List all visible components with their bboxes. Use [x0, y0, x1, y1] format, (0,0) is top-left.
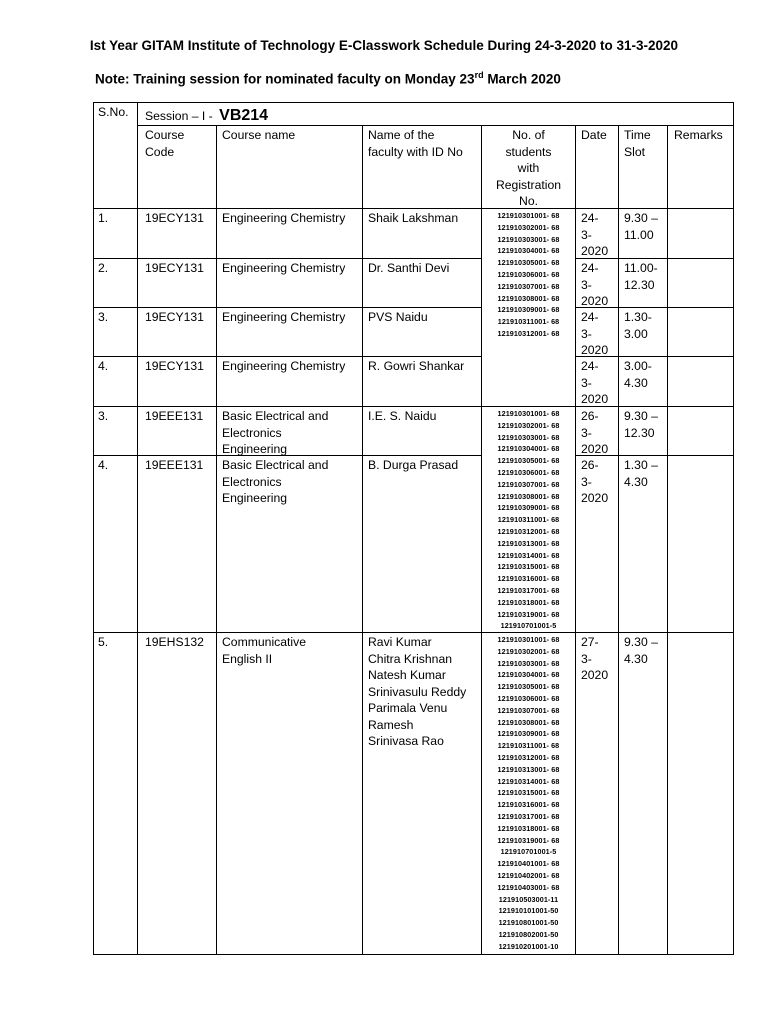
- row-date: [581, 210, 608, 260]
- registration-range: 121910311001- 68: [497, 741, 560, 751]
- faculty-name: PVS Naidu: [368, 310, 428, 324]
- row-time-slot: [624, 260, 658, 293]
- faculty-name: R. Gowri Shankar: [368, 359, 465, 373]
- faculty-name: Shaik Lakshman: [368, 211, 459, 225]
- registration-range: 121910302001- 68: [497, 420, 560, 430]
- course-name-line: Engineering Chemistry: [222, 310, 346, 324]
- course-name-header: Course name: [222, 128, 296, 142]
- registration-range: 121910302001- 68: [497, 222, 560, 232]
- faculty-name: Ravi Kumar: [368, 635, 432, 649]
- date-line: 3-: [581, 425, 592, 440]
- row-time-slot: [624, 457, 658, 490]
- faculty-name: Srinivasa Rao: [368, 734, 444, 748]
- row-course-name: [222, 358, 345, 375]
- session-header: [145, 106, 268, 126]
- registration-range: 121910303001- 68: [497, 432, 560, 442]
- header-line: Slot: [624, 144, 646, 159]
- row-faculty: [368, 309, 428, 326]
- course-name-line: Basic Electrical and: [222, 409, 329, 423]
- registration-range: 121910314001- 68: [497, 550, 560, 560]
- date-line: 2020: [581, 442, 609, 456]
- date-line: 3-: [581, 227, 592, 242]
- row-course-code: 19EHS132: [145, 635, 204, 649]
- faculty-name: Chitra Krishnan: [368, 651, 452, 666]
- registration-range: 121910303001- 68: [497, 234, 560, 244]
- registration-range: 121910312001- 68: [497, 526, 560, 536]
- header-line: Course: [145, 128, 185, 142]
- row-time-slot: [624, 408, 658, 441]
- course-name-line: Engineering: [222, 442, 288, 456]
- row-course-code: 19ECY131: [145, 359, 204, 373]
- date-line: 3-: [581, 651, 592, 666]
- registration-range: 121910503001-11: [498, 894, 559, 904]
- row-date: [581, 260, 608, 310]
- faculty-name: Ramesh: [368, 717, 414, 732]
- row-course-name: [222, 408, 328, 458]
- note-suffix: March 2020: [483, 71, 561, 87]
- registration-range: 121910307001- 68: [497, 281, 560, 291]
- time-line: 11.00: [624, 227, 654, 242]
- date-line: 2020: [581, 392, 609, 406]
- row-course-code: 19ECY131: [145, 261, 204, 275]
- header-line: Time: [624, 128, 651, 142]
- course-name-line: Engineering Chemistry: [222, 211, 346, 225]
- registration-block-english: [482, 634, 575, 953]
- date-line: 24-: [581, 359, 599, 373]
- time-line: 4.30: [624, 474, 648, 489]
- header-line: faculty with ID No: [368, 144, 463, 159]
- row-date: [581, 457, 608, 507]
- registration-range: 121910309001- 68: [497, 305, 560, 315]
- course-name-line: English II: [222, 651, 273, 666]
- row-time-slot: [624, 210, 658, 243]
- registration-range: 121910312001- 68: [497, 328, 560, 338]
- row-sno: 5.: [98, 635, 109, 649]
- registration-range: 121910402001- 68: [497, 870, 560, 880]
- row-course-name: [222, 457, 328, 507]
- registration-range: 121910306001- 68: [497, 269, 560, 279]
- row-course-name: [222, 210, 345, 227]
- faculty-name: I.E. S. Naidu: [368, 409, 437, 423]
- registration-range: 121910316001- 68: [497, 574, 560, 584]
- date-line: 3-: [581, 375, 592, 390]
- registration-range: 121910317001- 68: [497, 585, 560, 595]
- registration-range: 121910307001- 68: [497, 479, 560, 489]
- time-line: 12.30: [624, 277, 655, 292]
- time-line: 1.30-: [624, 310, 652, 324]
- row-course-name: [222, 260, 345, 277]
- date-header: Date: [581, 128, 607, 142]
- registration-range: 121910316001- 68: [497, 800, 560, 810]
- row-sno: 3.: [98, 310, 109, 324]
- registration-range: 121910311001- 68: [497, 317, 560, 327]
- registration-range: 121910304001- 68: [497, 670, 560, 680]
- registration-range: 121910314001- 68: [497, 776, 560, 786]
- registration-range: 121910302001- 68: [497, 646, 560, 656]
- row-date: [581, 358, 608, 408]
- row-course-name: [222, 634, 306, 667]
- registration-range: 121910101001-50: [498, 906, 559, 916]
- registration-range: 121910308001- 68: [497, 717, 560, 727]
- registration-block-electrical: [482, 408, 575, 632]
- session-label: Session – I -: [145, 109, 217, 123]
- date-line: 2020: [581, 491, 609, 505]
- time-line: 9.30 –: [624, 211, 658, 225]
- time-line: 4.30: [624, 375, 648, 390]
- date-line: 2020: [581, 668, 609, 682]
- registration-range: 121910318001- 68: [497, 823, 560, 833]
- registration-range: 121910308001- 68: [497, 293, 560, 303]
- time-line: 11.00-: [624, 261, 658, 275]
- time-line: 1.30 –: [624, 458, 658, 472]
- row-faculty: [368, 358, 464, 375]
- course-name-line: Electronics: [222, 425, 282, 440]
- session-room: VB214: [219, 107, 269, 124]
- sno-header: S.No.: [98, 105, 129, 119]
- row-course-code: 19EEE131: [145, 409, 204, 423]
- row-sno: 2.: [98, 261, 109, 275]
- course-name-line: Engineering: [222, 491, 288, 505]
- row-course-name: [222, 309, 345, 326]
- registration-range: 121910301001- 68: [497, 635, 560, 644]
- registration-range: 121910309001- 68: [497, 729, 560, 739]
- registration-range: 121910401001- 68: [497, 859, 560, 869]
- registration-range: 121910315001- 68: [497, 788, 560, 798]
- document-title: Ist Year GITAM Institute of Technology E-Classwork Schedule During 24-3-2020 to 31-3-2020: [89, 38, 679, 53]
- registration-range: 121910306001- 68: [497, 467, 560, 477]
- registration-range: 121910308001- 68: [497, 491, 560, 501]
- date-line: 2020: [581, 294, 609, 308]
- registration-range: 121910309001- 68: [497, 503, 560, 513]
- date-line: 3-: [581, 474, 592, 489]
- registration-range: 121910306001- 68: [497, 693, 560, 703]
- date-line: 2020: [581, 343, 609, 357]
- course-name-line: Communicative: [222, 635, 306, 649]
- registration-range: 121910315001- 68: [497, 562, 560, 572]
- row-faculty: [368, 634, 466, 750]
- registration-range: 121910313001- 68: [497, 538, 560, 548]
- faculty-name: Parimala Venu: [368, 701, 448, 715]
- date-line: 24-: [581, 261, 599, 275]
- row-sno: 3.: [98, 409, 109, 423]
- date-line: 3-: [581, 277, 592, 292]
- row-sno: 1.: [98, 211, 109, 225]
- registration-block-chemistry: [482, 210, 575, 340]
- date-line: 24-: [581, 211, 599, 225]
- registration-range: 121910305001- 68: [497, 258, 560, 268]
- registration-range: 121910304001- 68: [497, 246, 560, 256]
- students-header: [482, 127, 575, 210]
- row-faculty: [368, 260, 449, 277]
- time-line: 3.00: [624, 326, 648, 341]
- course-code-header: [145, 127, 184, 160]
- date-line: 2020: [581, 244, 609, 258]
- row-faculty: [368, 210, 458, 227]
- registration-range: 121910311001- 68: [497, 515, 560, 525]
- registration-range: 121910802001-50: [498, 929, 559, 939]
- row-faculty: [368, 457, 458, 474]
- header-line: No.: [519, 194, 538, 208]
- time-line: 9.30 –: [624, 409, 658, 423]
- course-name-line: Engineering Chemistry: [222, 261, 346, 275]
- header-line: Name of the: [368, 128, 435, 142]
- row-time-slot: [624, 634, 658, 667]
- date-line: 24-: [581, 310, 599, 324]
- faculty-name: Srinivasulu Reddy: [368, 684, 467, 699]
- date-line: 26-: [581, 409, 599, 423]
- registration-range: 121910313001- 68: [497, 764, 560, 774]
- registration-range: 121910201001-10: [498, 941, 559, 951]
- registration-range: 121910307001- 68: [497, 705, 560, 715]
- header-line: No. of: [512, 128, 545, 142]
- row-faculty: [368, 408, 436, 425]
- faculty-name: Natesh Kumar: [368, 668, 446, 682]
- time-line: 4.30: [624, 651, 648, 666]
- course-name-line: Electronics: [222, 474, 282, 489]
- registration-range: 121910317001- 68: [497, 811, 560, 821]
- registration-range: 121910318001- 68: [497, 597, 560, 607]
- faculty-name: Dr. Santhi Devi: [368, 261, 450, 275]
- registration-range: 121910301001- 68: [497, 211, 560, 220]
- time-line: 3.00-: [624, 359, 652, 373]
- registration-range: 121910312001- 68: [497, 752, 560, 762]
- registration-range: 121910303001- 68: [497, 658, 560, 668]
- header-line: Registration: [495, 177, 562, 192]
- row-course-code: 19ECY131: [145, 211, 204, 225]
- date-line: 27-: [581, 635, 599, 649]
- registration-range: 121910403001- 68: [497, 882, 560, 892]
- header-line: students: [505, 144, 552, 159]
- date-line: 26-: [581, 458, 599, 472]
- registration-range: 121910305001- 68: [497, 456, 560, 466]
- row-sno: 4.: [98, 359, 109, 373]
- row-time-slot: [624, 309, 652, 342]
- course-name-line: Engineering Chemistry: [222, 359, 346, 373]
- row-time-slot: [624, 358, 652, 391]
- time-line: 12.30: [624, 425, 655, 440]
- header-line: Code: [145, 144, 175, 159]
- registration-range: 121910319001- 68: [497, 609, 560, 619]
- note-text: Note: Training session for nominated faculty on Monday 23: [95, 71, 475, 87]
- header-line: with: [517, 161, 540, 175]
- time-line: 9.30 –: [624, 635, 658, 649]
- time-slot-header: [624, 127, 651, 160]
- row-course-code: 19EEE131: [145, 458, 204, 472]
- course-name-line: Basic Electrical and: [222, 458, 329, 472]
- registration-range: 121910319001- 68: [497, 835, 560, 845]
- row-course-code: 19ECY131: [145, 310, 204, 324]
- registration-range: 121910701001-5: [500, 621, 557, 631]
- note-superscript: rd: [474, 70, 484, 80]
- registration-range: 121910301001- 68: [497, 409, 560, 418]
- registration-range: 121910701001-5: [500, 847, 557, 857]
- date-line: 3-: [581, 326, 592, 341]
- remarks-header: Remarks: [674, 128, 723, 142]
- faculty-name: B. Durga Prasad: [368, 458, 459, 472]
- registration-range: 121910304001- 68: [497, 444, 560, 454]
- registration-range: 121910801001-50: [498, 918, 559, 928]
- row-date: [581, 634, 608, 684]
- row-date: [581, 309, 608, 359]
- row-sno: 4.: [98, 458, 109, 472]
- faculty-header: [368, 127, 463, 160]
- registration-range: 121910305001- 68: [497, 682, 560, 692]
- row-date: [581, 408, 608, 458]
